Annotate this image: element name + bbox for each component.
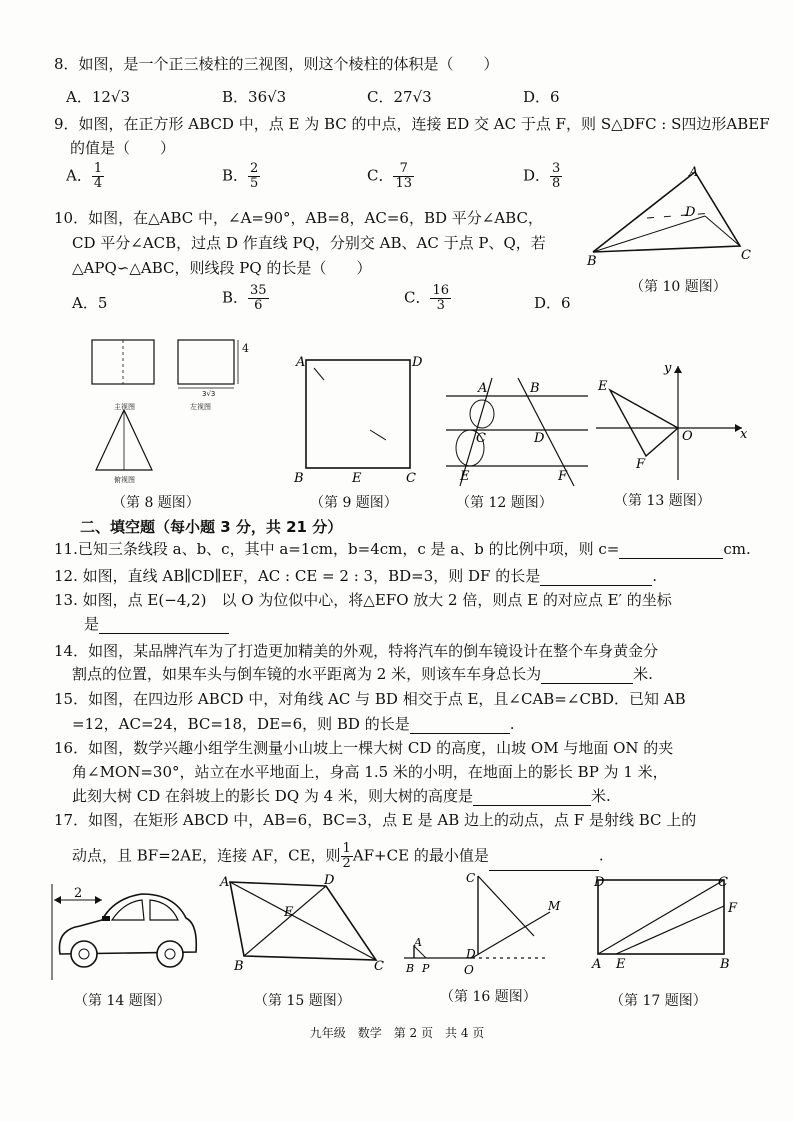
q8-option-b: B．36√3 (222, 88, 287, 106)
q10-option-c: C． $\frac{16}{3}$ (404, 283, 450, 313)
svg-text:E: E (598, 379, 608, 394)
svg-text:E: E (616, 957, 626, 972)
figure-15-quadrilateral (216, 872, 386, 976)
svg-text:B: B (720, 957, 730, 972)
figure-9-square (290, 350, 424, 484)
q10-line-2: CD 平分∠ACB，过点 D 作直线 PQ，分别交 AB、AC 于点 P、Q，若 (72, 234, 546, 252)
q17-line-2: 动点，且 BF=2AE，连接 AF，CE，则 $\frac{1}{2}$ AF+CE 的最小值是 . (72, 841, 604, 871)
q12-answer-blank (540, 569, 652, 586)
q16-line-2: 角∠MON=30°，站立在水平地面上，身高 1.5 米的小明，在地面上的影长 BP 为 1 米， (72, 763, 668, 781)
q16-line-3: 此刻大树 CD 在斜坡上的影长 DQ 为 4 米，则大树的高度是 米. (72, 787, 611, 805)
q10-option-d: D．6 (534, 294, 571, 312)
svg-text:A: A (296, 355, 306, 370)
figure-12-parallel-lines (440, 374, 600, 490)
figure-13-coordinate-plane (592, 360, 752, 484)
q13-line-1: 13. 如图，点 E(−4,2) 以 O 为位似中心，将△EFO 放大 2 倍，则点 E 的对应点 E′ 的坐标 (54, 591, 672, 609)
q9-stem-2: 的值是（ ） (70, 139, 176, 157)
figure-17-caption: （第 17 题图） (610, 993, 707, 1009)
figure-10-triangle (585, 164, 755, 274)
q10-line-1: 10．如图，在△ABC 中，∠A=90°，AB=8，AC=6，BD 平分∠ABC， (54, 209, 543, 227)
q14-line-1: 14．如图，某品牌汽车为了打造更加精美的外观，特将汽车的倒车镜设计在整个车身黄金分 (54, 642, 659, 660)
figure-14-dim-label: 2 (74, 886, 83, 901)
figure-8-front-view-label: 主视图 (114, 403, 135, 411)
q8-option-a: A．12√3 (66, 88, 131, 106)
svg-text:M: M (548, 899, 561, 913)
svg-text:D: D (324, 873, 335, 888)
svg-text:D: D (466, 947, 476, 961)
figure-8-three-views (84, 334, 254, 494)
q10-option-a: A．5 (72, 294, 108, 312)
svg-text:F: F (728, 901, 738, 916)
svg-text:P: P (422, 962, 430, 975)
figure-14-caption: （第 14 题图） (74, 993, 171, 1009)
q9-stem: 9．如图，在正方形 ABCD 中，点 E 为 BC 的中点，连接 ED 交 AC 于点 F，则 S△DFC : S四边形ABEF (54, 115, 770, 133)
svg-text:A: A (592, 957, 602, 972)
figure-8-caption: （第 8 题图） (112, 495, 200, 511)
figure-8-height-label: 4 (242, 342, 249, 355)
svg-text:E: E (460, 469, 470, 484)
q13-answer-blank (99, 617, 229, 634)
q9-option-b: B． $\frac{2}{5}$ (222, 161, 259, 191)
q16-line-1: 16．如图，数学兴趣小组学生测量小山坡上一棵大树 CD 的高度，山坡 OM 与地面 ON 的夹 (54, 739, 674, 757)
q14-line-2: 割点的位置，如果车头与倒车镜的水平距离为 2 米，则该车车身总长为 米. (72, 665, 653, 683)
q8-option-d: D．6 (523, 88, 560, 106)
q13-line-2: 是 (84, 614, 229, 634)
svg-text:C: C (741, 248, 751, 263)
q9-option-c: C． $\frac{7}{13}$ (367, 161, 413, 191)
svg-text:B: B (406, 962, 415, 975)
svg-text:B: B (530, 381, 540, 396)
q14-answer-blank (541, 667, 633, 684)
svg-text:O: O (682, 429, 693, 444)
q9-option-d: D． $\frac{3}{8}$ (523, 161, 561, 191)
q15-line-2: =12，AC=24，BC=18，DE=6，则 BD 的长是 . (72, 715, 515, 733)
svg-text:A: A (414, 936, 422, 949)
q15-answer-blank (410, 717, 510, 734)
q10-line-3: △APQ∽△ABC，则线段 PQ 的长是（ ） (72, 259, 372, 277)
svg-text:A: A (478, 381, 488, 396)
svg-text:F: F (636, 457, 646, 472)
figure-16-slope-tree (398, 868, 570, 980)
q8-option-c: C．27√3 (367, 88, 432, 106)
svg-text:B: B (587, 254, 597, 269)
q11-answer-blank (619, 542, 723, 559)
svg-text:C: C (718, 875, 728, 890)
q16-answer-blank (473, 789, 591, 806)
figure-8-top-view-label: 俯视图 (114, 476, 135, 484)
svg-text:A: A (220, 875, 230, 890)
figure-15-caption: （第 15 题图） (254, 993, 351, 1009)
figure-10-caption: （第 10 题图） (630, 279, 727, 295)
figure-13-caption: （第 13 题图） (614, 493, 711, 509)
svg-text:D: D (534, 431, 545, 446)
svg-text:D: D (685, 205, 696, 220)
svg-text:A: A (689, 165, 699, 180)
svg-text:B: B (234, 959, 244, 974)
q11: 11.已知三条线段 a、b、c，其中 a=1cm，b=4cm，c 是 a、b 的比例中项，则 c= cm. (54, 540, 751, 558)
figure-16-caption: （第 16 题图） (440, 989, 537, 1005)
svg-text:C: C (406, 471, 416, 484)
section-2-heading: 二、填空题（每小题 3 分，共 21 分） (80, 518, 343, 536)
q9-option-a: A． $\frac{1}{4}$ (66, 161, 103, 191)
svg-text:C: C (374, 959, 384, 974)
figure-14-car (46, 880, 206, 990)
q12: 12. 如图，直线 AB∥CD∥EF，AC : CE = 2 : 3，BD=3，则 DF 的长是 . (54, 567, 657, 585)
svg-text:y: y (664, 361, 672, 376)
svg-text:x: x (740, 427, 748, 442)
svg-text:D: D (594, 875, 605, 890)
svg-text:F: F (558, 469, 568, 484)
svg-text:B: B (294, 471, 304, 484)
page-footer: 九年级 数学 第 2 页 共 4 页 (309, 1026, 485, 1040)
svg-text:D: D (412, 355, 423, 370)
figure-12-caption: （第 12 题图） (456, 495, 553, 511)
svg-text:E: E (352, 471, 362, 484)
svg-text:O: O (464, 963, 474, 977)
q15-line-1: 15．如图，在四边形 ABCD 中，对角线 AC 与 BD 相交于点 E，且∠CAB=∠CBD．已知 AB (54, 690, 686, 708)
svg-text:C: C (476, 431, 486, 446)
q8-stem: 8．如图，是一个正三棱柱的三视图，则这个棱柱的体积是（ ） (54, 55, 499, 73)
q10-option-b: B． $\frac{35}{6}$ (222, 283, 267, 313)
svg-text:E: E (284, 905, 294, 920)
svg-text:C: C (466, 871, 476, 885)
figure-9-caption: （第 9 题图） (310, 495, 398, 511)
q17-line-1: 17．如图，在矩形 ABCD 中，AB=6，BC=3，点 E 是 AB 边上的动点，点 F 是射线 BC 上的 (54, 811, 697, 829)
figure-8-left-view-label: 左视图 (190, 403, 211, 411)
figure-8-width-label: 3√3 (202, 390, 216, 398)
figure-17-rectangle (588, 870, 748, 972)
